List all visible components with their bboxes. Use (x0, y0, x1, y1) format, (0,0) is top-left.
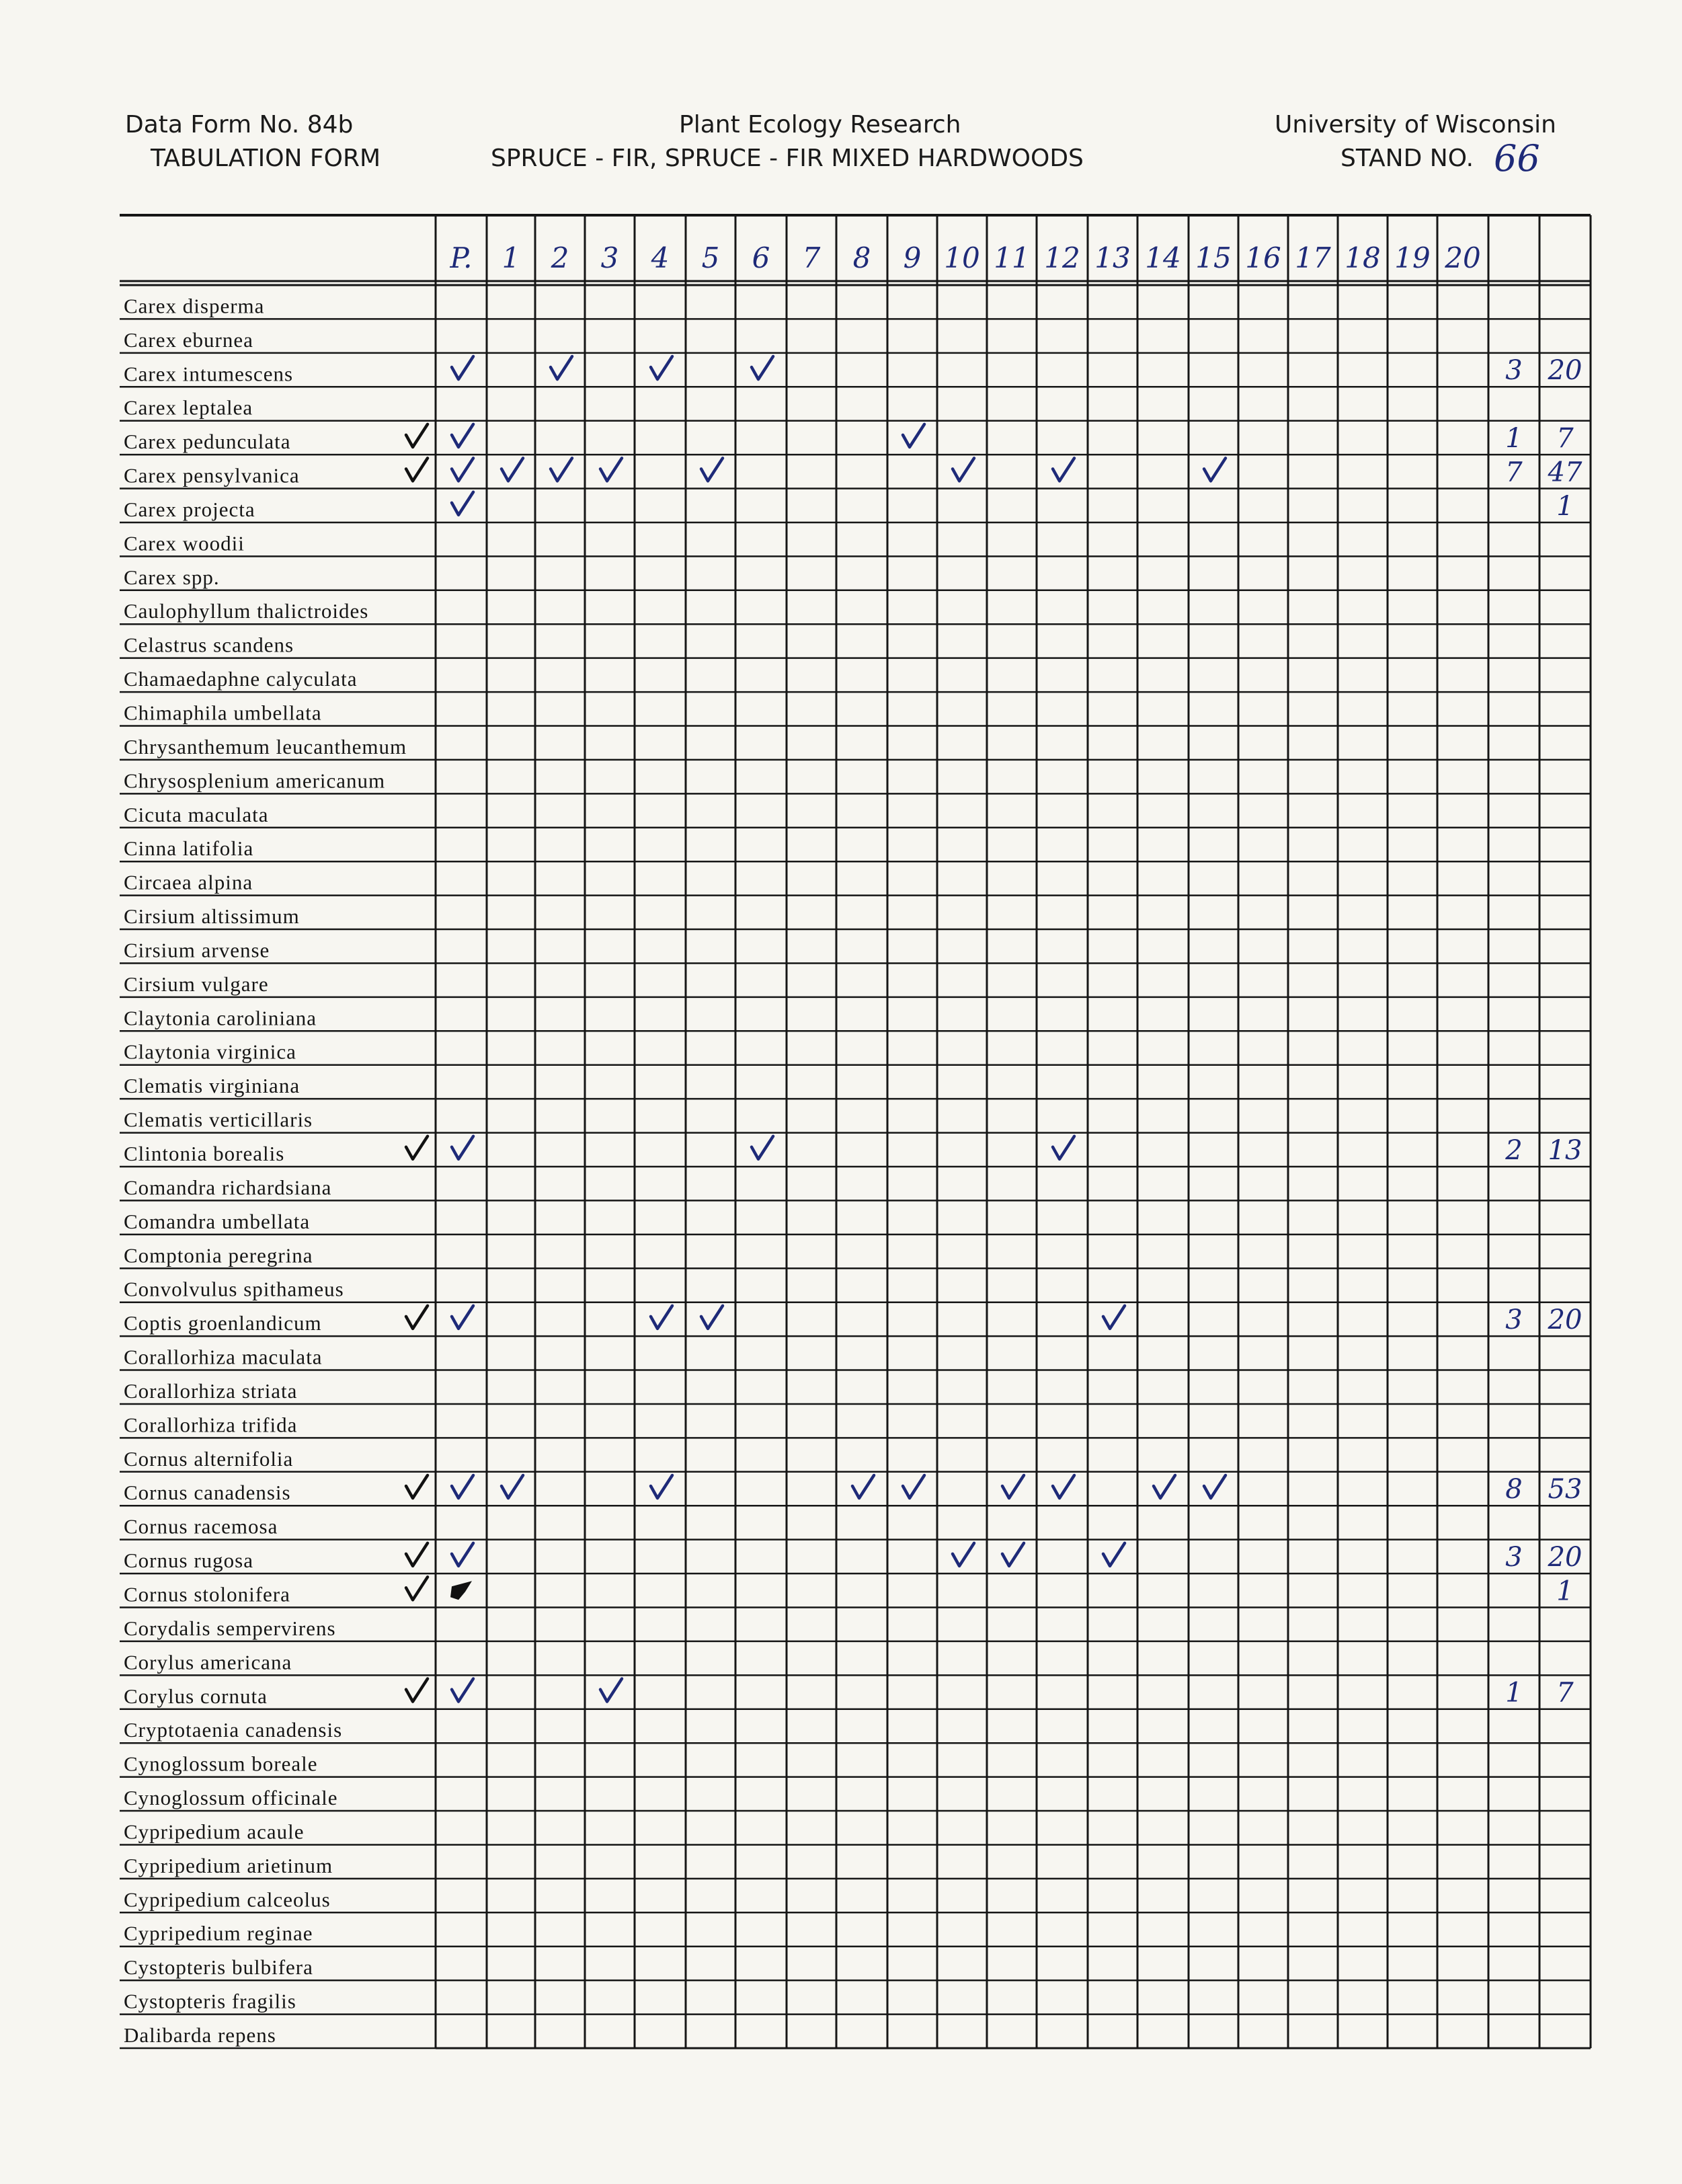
species-name: Cystopteris fragilis (124, 1989, 296, 2013)
species-name: Chamaedaphne calyculata (124, 667, 358, 691)
presence-check-mark (406, 1679, 428, 1702)
quadrat-check-mark (903, 1475, 924, 1498)
quadrat-check-mark (452, 1306, 473, 1329)
quadrat-check-mark (1002, 1543, 1024, 1566)
presence-check-mark (406, 1577, 428, 1600)
quadrat-check-mark (701, 1306, 723, 1329)
quadrat-check-mark (1103, 1306, 1125, 1329)
species-name: Corylus americana (124, 1650, 292, 1674)
column-header-17: 17 (1295, 241, 1331, 274)
column-header-2: 2 (551, 241, 569, 274)
quadrat-check-mark (953, 1543, 974, 1566)
quadrat-check-mark (1204, 458, 1226, 481)
quadrat-check-mark (852, 1475, 874, 1498)
species-name: Cinna latifolia (124, 836, 254, 861)
species-name: Carex woodii (124, 531, 245, 555)
species-name: Clematis verticillaris (124, 1107, 313, 1132)
species-name: Clematis virginiana (124, 1074, 301, 1098)
species-name: Carex pedunculata (124, 430, 291, 454)
presence-check-mark (406, 458, 428, 481)
species-name: Convolvulus spithameus (124, 1277, 344, 1301)
quadrat-check-mark (452, 1543, 473, 1566)
species-name: Cypripedium reginae (124, 1921, 313, 1945)
quadrat-check-mark (452, 424, 473, 447)
species-name: Corallorhiza striata (124, 1378, 298, 1403)
column-header-10: 10 (944, 241, 980, 274)
organization: Plant Ecology Research (679, 111, 961, 139)
stand-number: 66 (1494, 137, 1540, 180)
frequency-percent: 1 (1556, 1575, 1574, 1607)
frequency-percent: 53 (1548, 1474, 1583, 1506)
frequency-percent: 7 (1556, 1677, 1574, 1709)
species-name: Cryptotaenia canadensis (124, 1718, 343, 1742)
species-name: Cynoglossum officinale (124, 1786, 338, 1810)
column-header-6: 6 (752, 241, 770, 274)
species-name: Cirsium vulgare (124, 972, 269, 996)
frequency-count: 1 (1505, 422, 1523, 454)
species-name: Chimaphila umbellata (124, 701, 322, 725)
species-name: Carex eburnea (124, 327, 253, 352)
quadrat-check-mark (551, 458, 572, 481)
column-header-20: 20 (1445, 241, 1481, 274)
species-name: Cynoglossum boreale (124, 1752, 318, 1776)
frequency-count: 7 (1505, 457, 1523, 488)
quadrat-check-mark (502, 458, 523, 481)
species-name: Cypripedium acaule (124, 1820, 305, 1844)
species-name: Cornus rugosa (124, 1549, 253, 1573)
stand-label: STAND NO. (1340, 145, 1474, 172)
species-name: Celastrus scandens (124, 633, 294, 657)
column-header-3: 3 (600, 241, 619, 274)
column-header-9: 9 (903, 241, 922, 274)
frequency-count: 3 (1505, 1304, 1523, 1335)
species-name: Coptis groenlandicum (124, 1311, 322, 1335)
species-name: Chrysosplenium americanum (124, 769, 386, 793)
species-name: Comandra umbellata (124, 1209, 311, 1233)
species-name: Comandra richardsiana (124, 1175, 332, 1200)
university: University of Wisconsin (1275, 111, 1556, 139)
column-header-5: 5 (701, 241, 720, 274)
frequency-count: 3 (1505, 1541, 1523, 1573)
quadrat-check-mark (1053, 1475, 1074, 1498)
species-name: Cornus canadensis (124, 1481, 291, 1505)
quadrat-check-mark (701, 458, 723, 481)
species-name: Corallorhiza trifida (124, 1413, 298, 1437)
species-name: Carex leptalea (124, 395, 253, 420)
quadrat-check-mark (600, 458, 622, 481)
column-header-15: 15 (1195, 241, 1232, 274)
frequency-percent: 47 (1548, 457, 1583, 488)
species-name: Cornus racemosa (124, 1514, 278, 1538)
quadrat-check-mark (903, 424, 924, 447)
quadrat-check-mark (452, 1475, 473, 1498)
quadrat-check-mark (1053, 458, 1074, 481)
presence-check-mark (406, 424, 428, 447)
column-header-19: 19 (1394, 241, 1431, 274)
frequency-percent: 7 (1556, 422, 1574, 454)
quadrat-check-mark (452, 356, 473, 379)
frequency-count: 2 (1505, 1134, 1523, 1166)
presence-check-mark (406, 1136, 428, 1159)
quadrat-check-mark (953, 458, 974, 481)
quadrat-check-mark (1103, 1543, 1125, 1566)
quadrat-check-mark (651, 356, 672, 379)
species-name: Carex disperma (124, 294, 265, 318)
presence-check-mark (406, 1306, 428, 1329)
species-name: Corylus cornuta (124, 1684, 268, 1708)
quadrat-check-mark (1204, 1475, 1226, 1498)
species-name: Claytonia virginica (124, 1040, 296, 1064)
quadrat-check-mark (452, 492, 473, 515)
quadrat-check-mark (752, 1136, 773, 1159)
species-name: Cirsium arvense (124, 938, 270, 962)
quadrat-check-mark (1154, 1475, 1175, 1498)
species-name: Claytonia caroliniana (124, 1006, 317, 1030)
presence-check-mark (406, 1475, 428, 1498)
forest-type: SPRUCE - FIR, SPRUCE - FIR MIXED HARDWOODS (491, 145, 1084, 172)
frequency-percent: 13 (1548, 1134, 1583, 1166)
frequency-percent: 1 (1556, 490, 1574, 522)
species-name: Cirsium altissimum (124, 904, 300, 929)
species-name: Carex spp. (124, 565, 220, 589)
form-number: Data Form No. 84b (125, 111, 354, 139)
column-header-1: 1 (502, 241, 520, 274)
quadrat-check-mark (651, 1475, 672, 1498)
column-header-13: 13 (1094, 241, 1131, 274)
species-name: Corallorhiza maculata (124, 1345, 323, 1369)
form-type: TABULATION FORM (151, 145, 381, 172)
species-name: Carex projecta (124, 497, 255, 521)
frequency-percent: 20 (1548, 1304, 1583, 1335)
species-name: Comptonia peregrina (124, 1243, 313, 1268)
quadrat-check-mark (452, 458, 473, 481)
ink-blot-mark (450, 1581, 472, 1600)
species-name: Cypripedium arietinum (124, 1853, 333, 1877)
column-header-12: 12 (1044, 241, 1080, 274)
species-name: Cornus alternifolia (124, 1446, 294, 1471)
species-name: Caulophyllum thalictroides (124, 599, 369, 623)
species-name: Corydalis sempervirens (124, 1616, 336, 1640)
frequency-percent: 20 (1548, 355, 1583, 387)
quadrat-check-mark (600, 1679, 622, 1702)
species-name: Circaea alpina (124, 870, 253, 894)
column-header-8: 8 (852, 241, 871, 274)
quadrat-check-mark (452, 1136, 473, 1159)
quadrat-check-mark (1002, 1475, 1024, 1498)
column-header-18: 18 (1345, 241, 1381, 274)
presence-check-mark (406, 1543, 428, 1566)
species-name: Cornus stolonifera (124, 1582, 290, 1606)
column-header-4: 4 (651, 241, 670, 274)
species-name: Dalibarda repens (124, 2023, 276, 2047)
quadrat-check-mark (651, 1306, 672, 1329)
species-name: Clintonia borealis (124, 1142, 285, 1165)
column-header-P: P. (450, 241, 473, 274)
column-header-11: 11 (994, 241, 1030, 274)
frequency-percent: 20 (1548, 1541, 1583, 1573)
quadrat-check-mark (502, 1475, 523, 1498)
quadrat-check-mark (551, 356, 572, 379)
frequency-count: 8 (1505, 1474, 1523, 1506)
species-name: Cicuta maculata (124, 802, 269, 826)
species-name: Carex intumescens (124, 362, 294, 386)
quadrat-check-mark (452, 1679, 473, 1702)
frequency-count: 1 (1505, 1677, 1523, 1709)
column-header-14: 14 (1145, 241, 1181, 274)
frequency-count: 3 (1505, 355, 1523, 387)
species-name: Cystopteris bulbifera (124, 1955, 313, 1980)
species-name: Carex pensylvanica (124, 463, 300, 488)
quadrat-check-mark (1053, 1136, 1074, 1159)
species-name: Cypripedium calceolus (124, 1887, 331, 1912)
quadrat-check-mark (752, 356, 773, 379)
column-header-7: 7 (802, 241, 821, 274)
column-header-16: 16 (1245, 241, 1281, 274)
species-name: Chrysanthemum leucanthemum (124, 734, 407, 758)
